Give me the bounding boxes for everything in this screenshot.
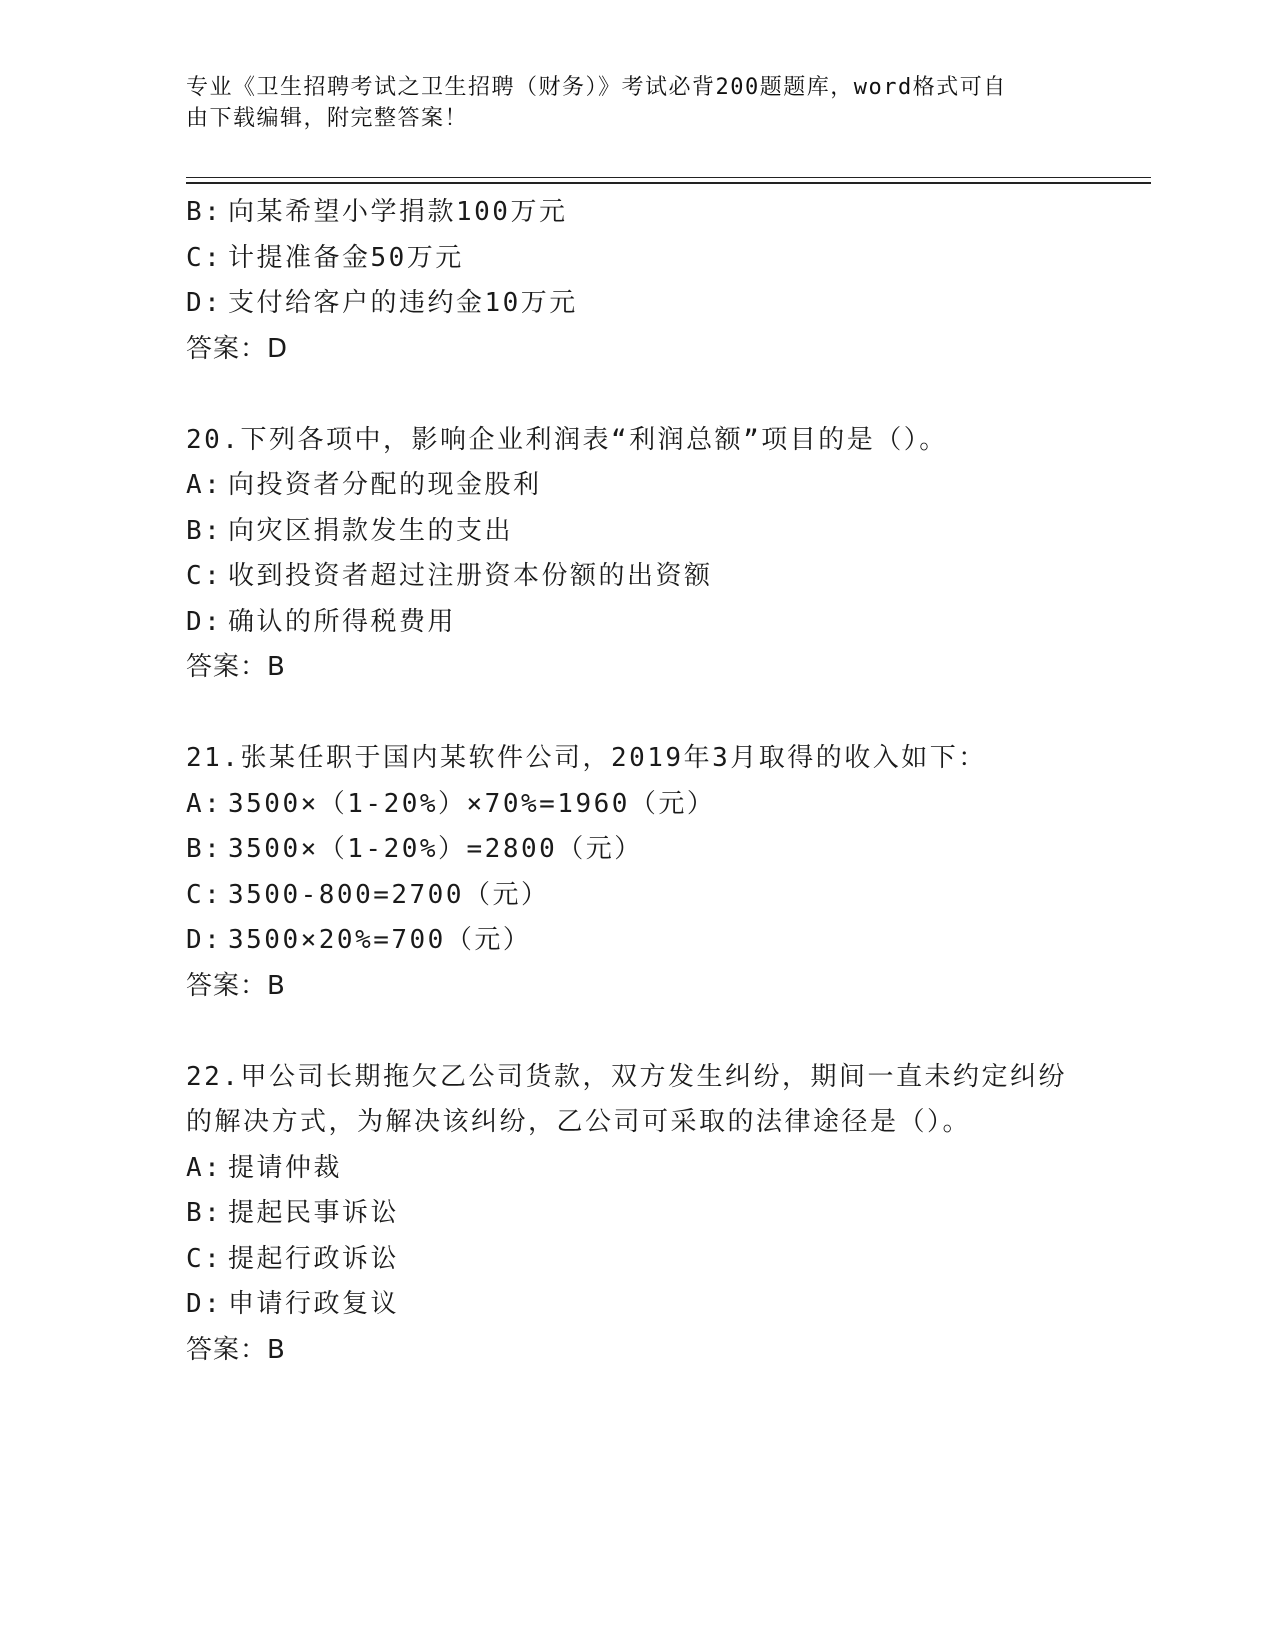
- option-key: C:: [186, 561, 223, 591]
- option-d: [186, 600, 1086, 646]
- question-stem: 21.张某任职于国内某软件公司，2019年3月取得的收入如下：: [186, 743, 987, 773]
- option-b: [186, 509, 1086, 555]
- option-c: [186, 554, 1086, 600]
- option-text: 提请仲裁: [228, 1152, 343, 1183]
- option-key: C:: [186, 1243, 223, 1274]
- option-text: 3500×20%=700（元）: [228, 925, 532, 955]
- answer-line: 答案：D: [186, 333, 289, 364]
- option-b: [186, 827, 1086, 873]
- option-d: [186, 1282, 1086, 1328]
- header-line-2: 由下载编辑，附完整答案！: [186, 106, 469, 131]
- answer-line: 答案：B: [186, 1334, 286, 1365]
- option-text: 申请行政复议: [228, 1289, 400, 1319]
- option-key: B:: [186, 1198, 223, 1228]
- option-d: [186, 918, 1086, 964]
- question-stem-continued: 的解决方式，为解决该纠纷，乙公司可采取的法律途径是（）。: [186, 1107, 972, 1137]
- option-key: D:: [186, 925, 223, 955]
- option-key: D:: [186, 288, 223, 318]
- spacer: [186, 372, 1086, 418]
- option-c: [186, 1237, 1086, 1283]
- question-22: [186, 1055, 1086, 1374]
- document-header: [186, 72, 1066, 134]
- question-stem: 20.下列各项中，影响企业利润表“利润总额”项目的是（）。: [186, 424, 948, 455]
- option-text: 3500×（1-20%）×70%=1960（元）: [228, 788, 716, 819]
- option-key: A:: [186, 1152, 223, 1183]
- question-21: [186, 736, 1086, 1009]
- option-key: C:: [186, 242, 223, 273]
- option-text: 提起行政诉讼: [228, 1243, 400, 1274]
- question-list: [186, 190, 1086, 1373]
- header-divider-thick: [186, 182, 1151, 184]
- option-c: [186, 873, 1086, 919]
- option-text: 支付给客户的违约金10万元: [228, 288, 578, 318]
- option-text: 确认的所得税费用: [228, 606, 457, 637]
- spacer: [186, 1009, 1086, 1055]
- option-text: 提起民事诉讼: [228, 1198, 400, 1228]
- option-key: B:: [186, 834, 223, 864]
- option-text: 向某希望小学捐款100万元: [228, 197, 568, 227]
- header-line-1: 专业《卫生招聘考试之卫生招聘（财务）》考试必背200题题库，word格式可自: [186, 75, 1007, 100]
- option-key: C:: [186, 879, 223, 910]
- option-b: [186, 1191, 1086, 1237]
- option-a: [186, 1146, 1086, 1192]
- header-divider-thin: [186, 177, 1151, 178]
- question-20: [186, 418, 1086, 691]
- option-key: B:: [186, 197, 223, 227]
- option-key: D:: [186, 606, 223, 637]
- option-a: [186, 463, 1086, 509]
- option-c: [186, 236, 1086, 282]
- option-key: A:: [186, 470, 223, 500]
- option-text: 向投资者分配的现金股利: [228, 470, 542, 500]
- option-text: 计提准备金50万元: [228, 242, 464, 273]
- option-text: 收到投资者超过注册资本份额的出资额: [228, 561, 713, 591]
- option-key: A:: [186, 788, 223, 819]
- answer-line: 答案：B: [186, 652, 286, 682]
- option-d: [186, 281, 1086, 327]
- question-fragment: [186, 190, 1086, 372]
- option-text: 向灾区捐款发生的支出: [228, 515, 514, 546]
- question-stem: 22.甲公司长期拖欠乙公司货款，双方发生纠纷，期间一直未约定纠纷: [186, 1061, 1067, 1092]
- option-b: [186, 190, 1086, 236]
- answer-line: 答案：B: [186, 970, 286, 1001]
- spacer: [186, 691, 1086, 737]
- option-key: B:: [186, 515, 223, 546]
- option-a: [186, 782, 1086, 828]
- option-key: D:: [186, 1289, 223, 1319]
- option-text: 3500×（1-20%）=2800（元）: [228, 834, 643, 864]
- option-text: 3500-800=2700（元）: [228, 879, 550, 910]
